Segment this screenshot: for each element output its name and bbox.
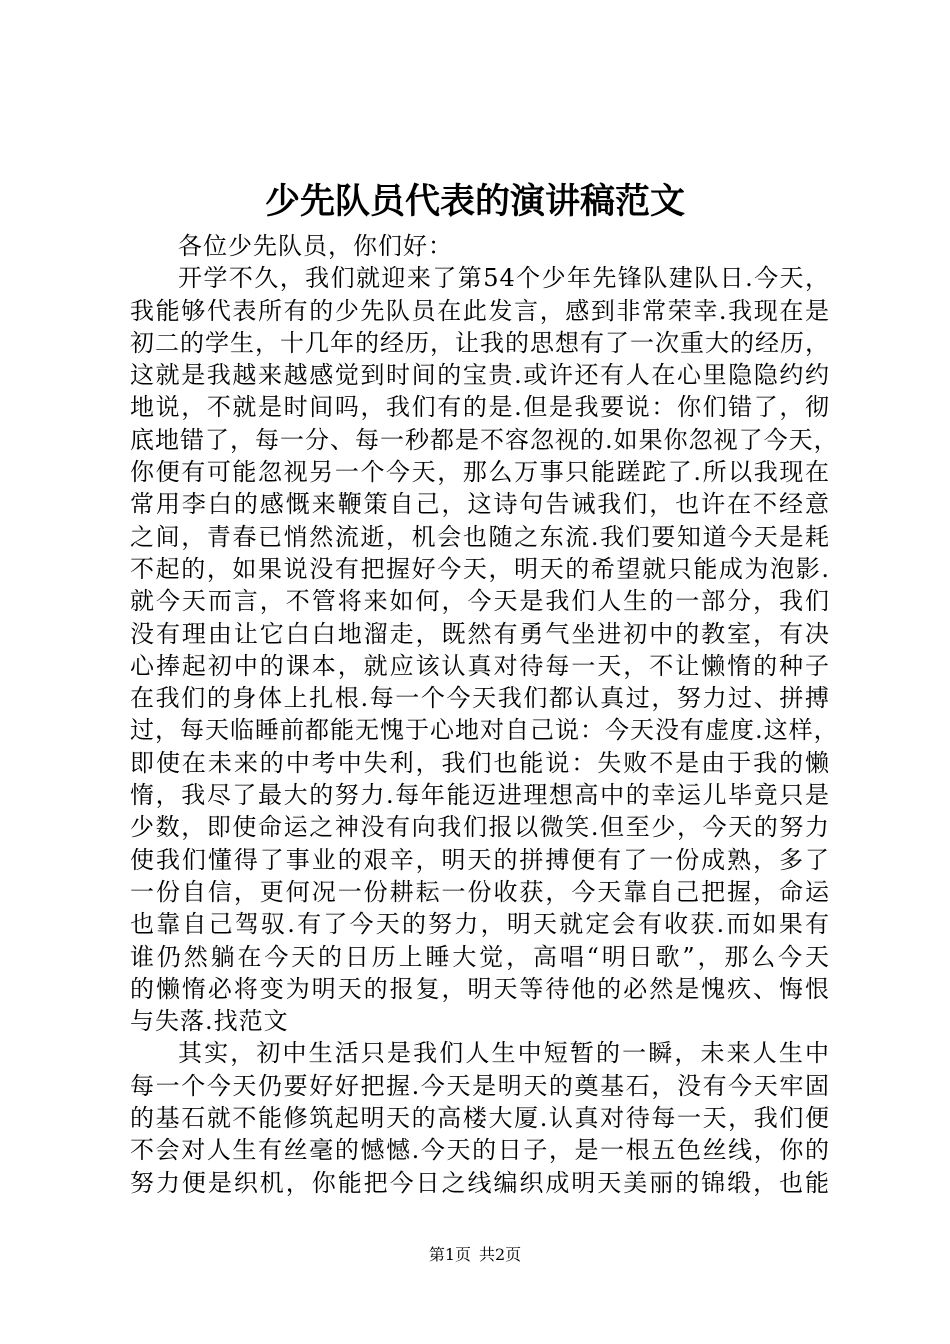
page-title: 少先队员代表的演讲稿范文 [264,181,685,222]
text-line: 与失落.找范文 [130,1007,289,1036]
text-line: 每一个今天仍要好好把握.今天是明天的奠基石，没有今天牢固 [130,1071,830,1100]
text-line: 一份自信，更何况一份耕耘一份收获，今天靠自己把握，命运 [130,877,830,906]
text-line: 心捧起初中的课本，就应该认真对待每一天，不让懒惰的种子 [130,651,830,680]
page-number: 第1页 [428,1245,471,1264]
text-line: 初二的学生，十几年的经历，让我的思想有了一次重大的经历， [130,328,830,357]
text-line: 的懒惰必将变为明天的报复，明天等待他的必然是愧疚、悔恨 [130,974,830,1003]
text-line: 少数，即使命运之神没有向我们报以微笑.但至少，今天的努力 [130,813,830,842]
text-line: 各位少先队员，你们好： [178,232,453,260]
text-line: 地说，不就是时间吗，我们有的是.但是我要说：你们错了，彻 [130,393,830,422]
text-line: 即使在未来的中考中失利，我们也能说：失败不是由于我的懒 [130,748,830,777]
page-total: 共2页 [479,1245,522,1264]
page-footer [0,1244,950,1266]
text-line: 在我们的身体上扎根.每一个今天我们都认真过，努力过、拼搏 [130,684,830,713]
text-line: 底地错了，每一分、每一秒都是不容忽视的.如果你忽视了今天， [130,425,839,454]
text-line: 谁仍然躺在今天的日历上睡大觉，高唱“明日歌”，那么今天 [130,942,830,971]
text-line: 不起的，如果说没有把握好今天，明天的希望就只能成为泡影. [130,554,830,583]
text-line: 不会对人生有丝毫的憾憾.今天的日子，是一根五色丝线，你的 [130,1136,830,1165]
text-line: 其实，初中生活只是我们人生中短暂的一瞬，未来人生中 [178,1039,830,1068]
text-line: 之间，青春已悄然流逝，机会也随之东流.我们要知道今天是耗 [130,522,830,551]
text-line: 开学不久，我们就迎来了第54个少年先锋队建队日.今天， [178,264,830,293]
text-line: 常用李白的感慨来鞭策自己，这诗句告诫我们，也许在不经意 [130,490,830,519]
text-line: 没有理由让它白白地溜走，既然有勇气坐进初中的教室，有决 [130,619,830,648]
text-line: 就今天而言，不管将来如何，今天是我们人生的一部分，我们 [130,587,830,616]
text-line: 使我们懂得了事业的艰辛，明天的拼搏便有了一份成熟，多了 [130,845,830,874]
text-line: 惰，我尽了最大的努力.每年能迈进理想高中的幸运儿毕竟只是 [130,781,830,810]
text-line: 过，每天临睡前都能无愧于心地对自己说：今天没有虚度.这样， [130,716,839,745]
text-line: 这就是我越来越感觉到时间的宝贵.或许还有人在心里隐隐约约 [130,361,830,390]
text-line: 也靠自己驾驭.有了今天的努力，明天就定会有收获.而如果有 [130,910,830,939]
text-line: 你便有可能忽视另一个今天，那么万事只能蹉跎了.所以我现在 [130,458,830,487]
document-body [130,230,839,1199]
text-line: 努力便是织机，你能把今日之线编织成明天美丽的锦缎，也能 [130,1168,830,1197]
text-line: 我能够代表所有的少先队员在此发言，感到非常荣幸.我现在是 [130,296,830,325]
text-line: 的基石就不能修筑起明天的高楼大厦.认真对待每一天，我们便 [130,1104,830,1133]
